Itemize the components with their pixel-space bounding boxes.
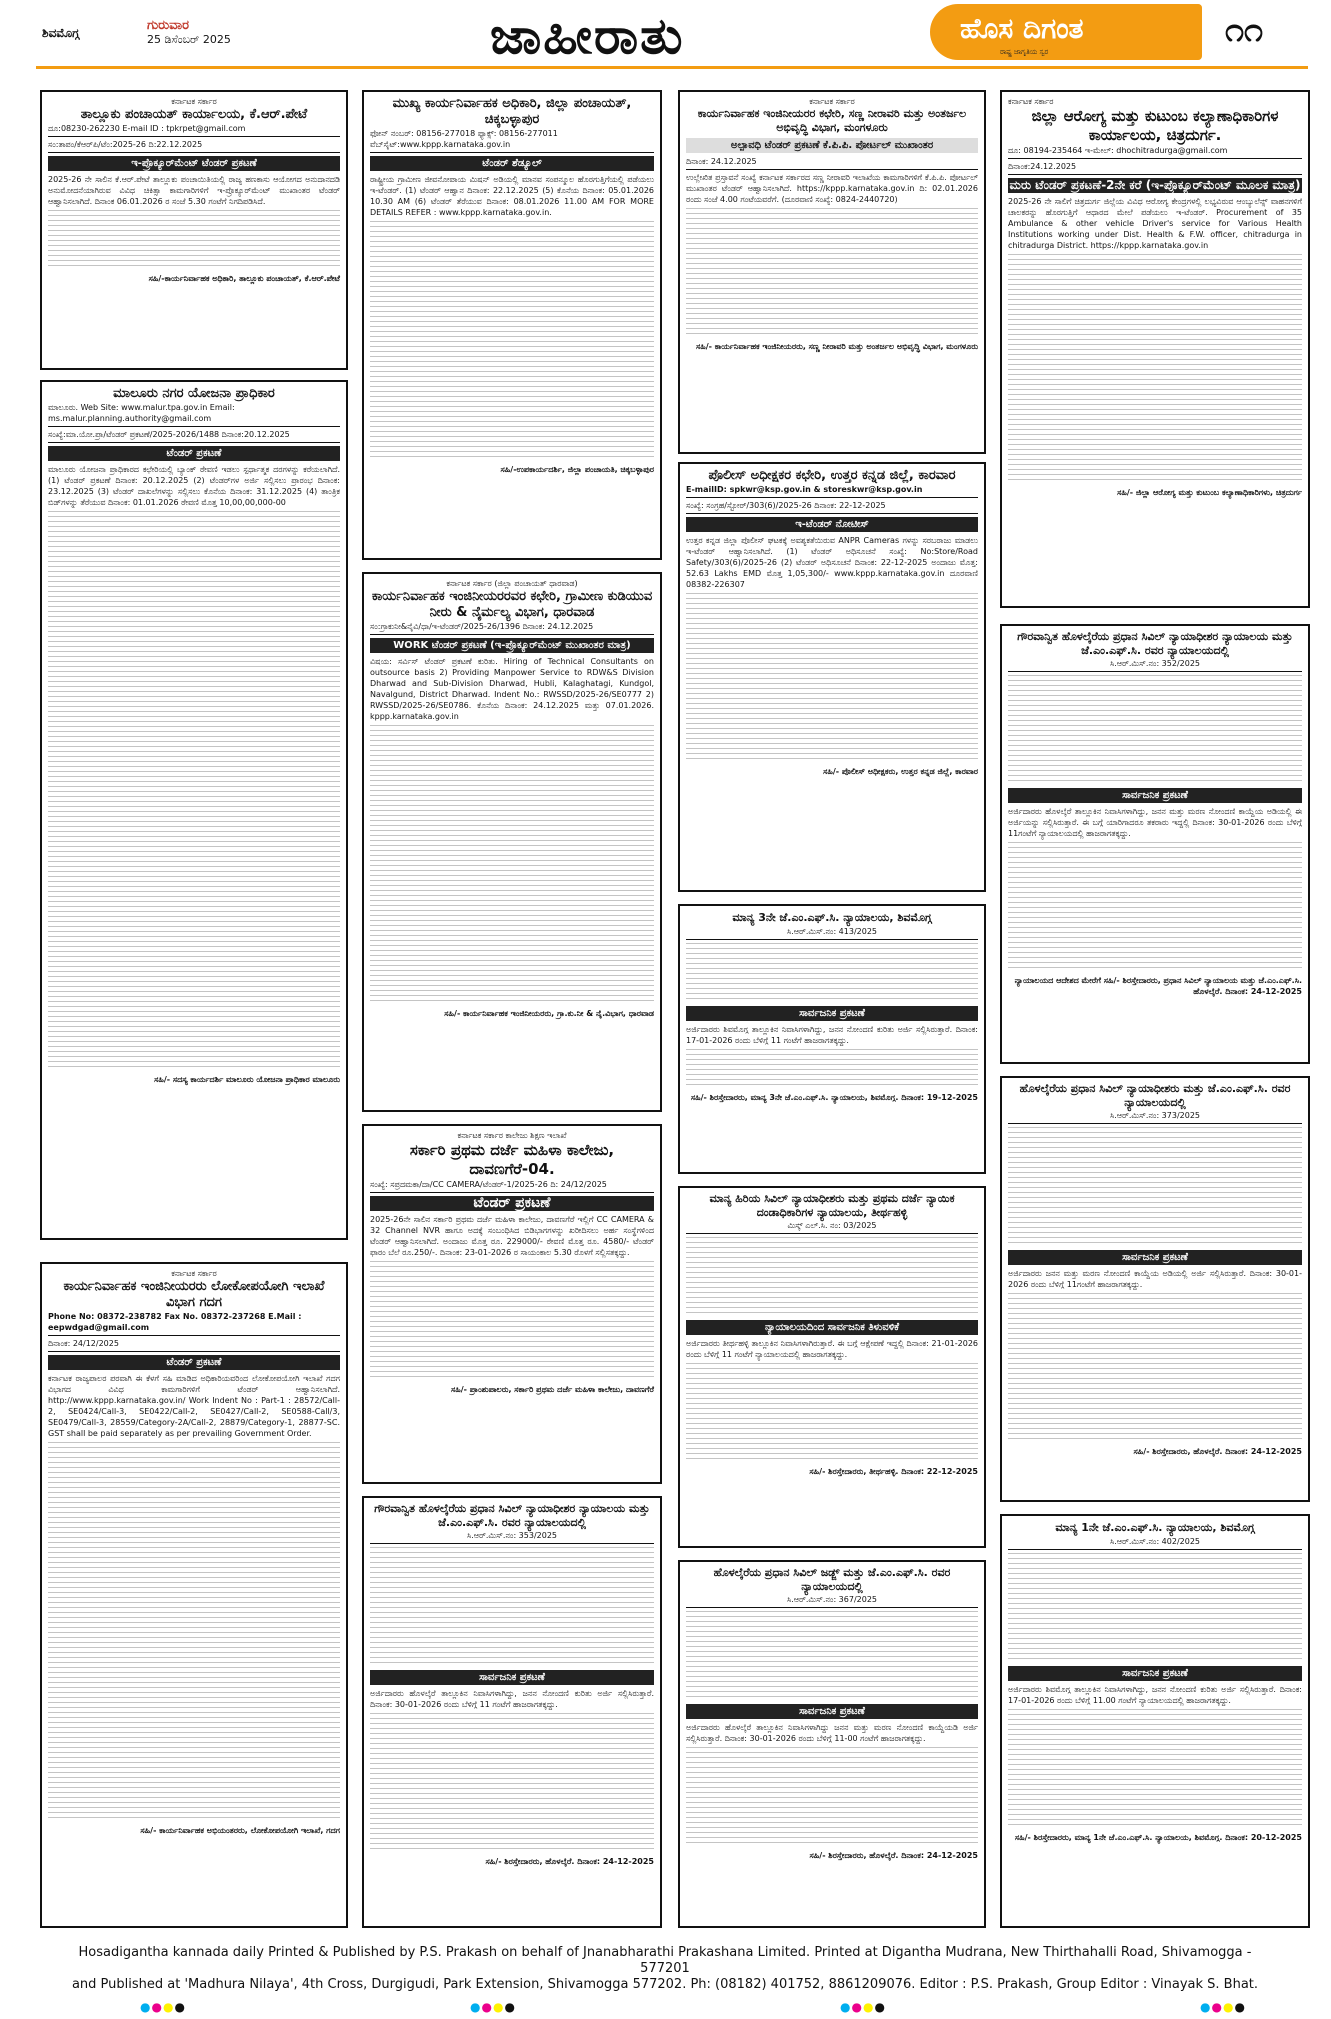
ad-signature: ಸಹಿ/-ಕಾರ್ಯನಿರ್ವಾಹಕ ಅಧಿಕಾರಿ, ತಾಲ್ಲೂಕು ಪಂಚಾಯತ್, ಕೆ.ಆರ್.ಪೇಟೆ [148, 274, 340, 283]
ad-org: ಕರ್ನಾಟಕ ಸರ್ಕಾರ ಕಾಲೇಜು ಶಿಕ್ಷಣ ಇಲಾಖೆ [457, 1131, 567, 1140]
ad-body: ಉತ್ತರ ಕನ್ನಡ ಜಿಲ್ಲಾ ಪೊಲೀಸ್ ಘಟಕಕ್ಕೆ ಅವಶ್ಯಕತೆಯಿರುವ ANPR Cameras ಗಳನ್ನು ಸರಬರಾಜು ಮಾಡಲು ಇ-ಟೆಂಡರ್ ಆಹ್ವಾನಿಸಲಾಗಿದೆ. (1) ಟೆಂಡರ್ ಅಧಿಸೂಚನೆ ಸಂಖ್ಯೆ: No:Store/Road Safety/303(6)/2025-26 (2) ಟೆಂಡರ್ ಅಧಿಸೂಚನೆ ದಿನಾಂಕ: 22-12-2025 ಅಂದಾಜು ಮೊತ್ತ: 52.63 Lakhs EMD ಮೊತ್ತ 1,05,300/- www.kppp.karnataka.gov.in ದೂರವಾಣಿ 08382-226307 [686, 536, 978, 589]
ad-title: ಕಾರ್ಯನಿರ್ವಾಹಕ ಇಂಜಿನೀಯರರ ಕಛೇರಿ, ಸಣ್ಣ ನೀರಾವರಿ ಮತ್ತು ಅಂತರ್ಜಲ ಅಭಿವೃದ್ಧಿ ವಿಭಾಗ, ಮಂಗಳೂರು [697, 107, 967, 134]
ad-meta: ಮಿಸ್ಕ್ ಎಲ್.ಸಿ. ನಂ: 03/2025 [686, 1220, 978, 1234]
ad-signature: ಸಹಿ/- ಶಿರಸ್ತೇದಾರರು, ಹೊಳಲ್ಕೆರೆ. ದಿನಾಂಕ: 24-12-2025 [809, 1851, 978, 1860]
text-lines [686, 1611, 978, 1701]
ad-minor-irrigation-mangaluru [678, 90, 986, 454]
ad-title: ಸರ್ಕಾರಿ ಪ್ರಥಮ ದರ್ಜೆ ಮಹಿಳಾ ಕಾಲೇಜು, ದಾವಣಗೆರೆ-04. [409, 1141, 615, 1178]
ad-signature: ಸಹಿ/-ಉಪಕಾರ್ಯದರ್ಶಿ, ಜಿಲ್ಲಾ ಪಂಚಾಯತಿ, ಚಿಕ್ಕಬಳ್ಳಾಪುರ [500, 465, 654, 474]
ad-court-holalkere-352 [1000, 624, 1310, 1064]
ad-body: ಅರ್ಜಿದಾರರು ಶಿವಮೊಗ್ಗ ತಾಲ್ಲೂಕಿನ ನಿವಾಸಿಗಳಾಗಿದ್ದು, ಜನನ ನೋಂದಣಿ ಕುರಿತು ಅರ್ಜಿ ಸಲ್ಲಿಸಿರುತ್ತಾರೆ. ದಿನಾಂಕ: 17-01-2026 ರಂದು ಬೆಳಿಗ್ಗೆ 11.00 ಗಂಟೆಗೆ ನ್ಯಾಯಾಲಯದಲ್ಲಿ ಹಾಜರಾಗತಕ್ಕದ್ದು. [1008, 1685, 1302, 1705]
registration-mark-icon: ●●●● [1200, 2000, 1246, 2014]
ad-title: ಗೌರವಾನ್ವಿತ ಹೊಳಲ್ಕೆರೆಯ ಪ್ರಧಾನ ಸಿವಿಲ್ ನ್ಯಾಯಾಧೀಶರ ನ್ಯಾಯಾಲಯ ಮತ್ತು ಜೆ.ಎಂ.ಎಫ್.ಸಿ. ರವರ ನ್ಯಾಯಾಲಯದಲ್ಲಿ [1017, 630, 1293, 657]
ad-meta: ಸಿ.ಆರ್.ಮಿಸ್.ನಂ: 413/2025 [686, 926, 978, 940]
ad-ref: ದಿನಾಂಕ: 24/12/2025 [48, 1338, 340, 1352]
ad-heading: ನ್ಯಾಯಾಲಯದಿಂದ ಸಾರ್ವಜನಿಕ ತಿಳುವಳಿಕೆ [686, 1320, 978, 1335]
text-lines [370, 1547, 654, 1667]
ad-body: ಅರ್ಜಿದಾರರು ಜನನ ಮತ್ತು ಮರಣ ನೋಂದಣಿ ಕಾಯ್ದೆಯ ಅಡಿಯಲ್ಲಿ ಅರ್ಜಿ ಸಲ್ಲಿಸಿರುತ್ತಾರೆ. ದಿನಾಂಕ: 30-01-2026 ರಂದು ಬೆಳಿಗ್ಗೆ 11ಗಂಟೆಗೆ ಹಾಜರಾಗತಕ್ಕದ್ದು. [1008, 1269, 1302, 1289]
ad-heading: ಇ-ಟೆಂಡರ್ ನೋಟೀಸ್ [686, 517, 978, 532]
registration-mark-icon: ●●●● [840, 2000, 886, 2014]
registration-mark-icon: ●●●● [470, 2000, 516, 2014]
ad-heading: ಅಲ್ಪಾವಧಿ ಟೆಂಡರ್ ಪ್ರಕಟಣೆ ಕೆ.ಪಿ.ಪಿ. ಪೋರ್ಟಲ್ ಮುಖಾಂತರ [686, 138, 978, 153]
ad-body: 2025-26 ನೇ ಸಾಲಿಗೆ ಚಿತ್ರದುರ್ಗ ಜಿಲ್ಲೆಯ ವಿವಿಧ ಆರೋಗ್ಯ ಕೇಂದ್ರಗಳಲ್ಲಿ ಲಭ್ಯವಿರುವ ಆಂಬ್ಯುಲೆನ್ಸ್ ವಾಹನಗಳಿಗೆ ಚಾಲಕರನ್ನು ಹೊರಗುತ್ತಿಗೆ ಆಧಾರದ ಮೇಲೆ ಪಡೆಯಲು ಇ-ಟೆಂಡರ್. Procurement of 35 Ambulance & other vehicle Driver's service for Various Health Institutions working under Dist. Health & F.W. officer, chitradurga in chitradurga District. https://kppp.karnataka.gov.in [1008, 197, 1302, 250]
ad-signature: ಸಹಿ/- ಶಿರಸ್ತೇದಾರರು, ಹೊಳಲ್ಕೆರೆ. ದಿನಾಂಕ: 24-12-2025 [485, 1857, 654, 1866]
ad-body: 2025-26ನೇ ಸಾಲಿನ ಸರ್ಕಾರಿ ಪ್ರಥಮ ದರ್ಜೆ ಮಹಿಳಾ ಕಾಲೇಜು, ದಾವಣಗೆರೆ ಇಲ್ಲಿಗೆ CC CAMERA & 32 Channel NVR ಹಾಗೂ ಅದಕ್ಕೆ ಸಂಬಂಧಿಸಿದ ಬಿಡಿಭಾಗಗಳನ್ನು ಖರೀದಿಸಲು ಅರ್ಹ ಸಂಸ್ಥೆಗಳಿಂದ ಟೆಂಡರ್ ಆಹ್ವಾನಿಸಲಾಗಿದೆ. ಅಂದಾಜು ಮೊತ್ತ ರೂ. 229000/- ಠೇವಣಿ ಮೊತ್ತ ರೂ. 4580/- ಟೆಂಡರ್ ಫಾರಂ ಬೆಲೆ ರೂ.250/-. ದಿನಾಂಕ: 23-01-2026 ರ ಸಾಯಂಕಾಲ 5.30 ರೊಳಗೆ ಸಲ್ಲಿಸತಕ್ಕದ್ದು. [370, 1215, 654, 1257]
text-lines [686, 1747, 978, 1847]
ad-signature: ಸಹಿ/- ಪೊಲೀಸ್ ಅಧೀಕ್ಷಕರು, ಉತ್ತರ ಕನ್ನಡ ಜಿಲ್ಲೆ, ಕಾರವಾರ [823, 767, 978, 776]
ad-body: ಮಾಲೂರು ಯೋಜನಾ ಪ್ರಾಧಿಕಾರದ ಕಛೇರಿಯಲ್ಲಿ ಬ್ಯಾಂಕ್ ಠೇವಣಿ ಇಡಲು ಸ್ಪರ್ಧಾತ್ಮಕ ದರಗಳನ್ನು ಕರೆಯಲಾಗಿದೆ. (1) ಟೆಂಡರ್ ಪ್ರಕಟಣೆ ದಿನಾಂಕ: 20.12.2025 (2) ಟೆಂಡರ್‌ಗಳ ಅರ್ಜಿ ಸಲ್ಲಿಸಲು ಪ್ರಾರಂಭ ದಿನಾಂಕ: 23.12.2025 (3) ಟೆಂಡರ್ ದಾಖಲೆಗಳನ್ನು ಸಲ್ಲಿಸಲು ಕೊನೆಯ ದಿನಾಂಕ: 31.12.2025 (4) ತಾಂತ್ರಿಕ ಬಿಡ್‌ಗಳನ್ನು ತೆರೆಯುವ ದಿನಾಂಕ: 01.01.2026 ಠೇವಣಿ ಮೊತ್ತ 10,00,00,000-00 [48, 465, 340, 507]
ad-meta: ದೂ: 08194-235464 ಇ-ಮೇಲ್: dhochitradurga@gmail.com [1008, 145, 1302, 159]
ad-court-thirthahalli [678, 1186, 986, 1548]
ad-heading: ಸಾರ್ವಜನಿಕ ಪ್ರಕಟಣೆ [1008, 1250, 1302, 1265]
ad-org: ಕರ್ನಾಟಕ ಸರ್ಕಾರ [1008, 97, 1054, 106]
ad-court-shivamogga-3rd [678, 904, 986, 1174]
ad-body: ವಿಷಯ: ಸರ್ವಿಸ್ ಟೆಂಡರ್ ಪ್ರಕಟಣೆ ಕುರಿತು. Hiring of Technical Consultants on outsource basis 2) Providing Manpower Service to RDW&S Division Dharwad and Sub-Division Dharwad, Hubli, Kalaghatagi, Kundgol, Navalgund, District Dharwad. Indent No.: RWSSD/2025-26/SE0777 2) RWSSD/2025-26/SE0786. ಕೊನೆಯ ದಿನಾಂಕ: 24.12.2025 ಮತ್ತು 07.01.2026. kppp.karnataka.gov.in [370, 657, 654, 721]
ad-org: ಕರ್ನಾಟಕ ಸರ್ಕಾರ [171, 97, 217, 106]
ad-title: ಮಾನ್ಯ 1ನೇ ಜೆ.ಎಂ.ಎಫ್.ಸಿ. ನ್ಯಾಯಾಲಯ, ಶಿವಮೊಗ್ಗ [1055, 1521, 1255, 1534]
ad-title: ಕಾರ್ಯನಿರ್ವಾಹಕ ಇಂಜಿನೀಯರರವರ ಕಛೇರಿ, ಗ್ರಾಮೀಣ ಕುಡಿಯುವ ನೀರು & ನೈರ್ಮಲ್ಯ ವಿಭಾಗ, ಧಾರವಾಡ [371, 589, 653, 620]
ad-meta: Phone No: 08372-238782 Fax No. 08372-237268 E.Mail : eepwdgad@gmail.com [48, 1311, 340, 1336]
ad-signature: ಸಹಿ/- ಶಿರಸ್ತೇದಾರರು, ಹೊಳಲ್ಕೆರೆ. ದಿನಾಂಕ: 24-12-2025 [1133, 1447, 1302, 1456]
ad-signature: ಸಹಿ/- ಕಾರ್ಯನಿರ್ವಾಹಕ ಇಂಜಿನೀಯರರು, ಗ್ರಾ.ಕು.ನೀ & ನೈ.ವಿಭಾಗ, ಧಾರವಾಡ [444, 1009, 654, 1018]
ad-meta: ಸಂಖ್ಯೆ: ಸಪ್ರದಮಕಾ/ದಾ/CC CAMERA/ಟೆಂಡರ್-1/2025-26 ದಿ: 24/12/2025 [370, 1179, 654, 1193]
ad-zp-chikkaballapur [362, 90, 662, 560]
ad-heading: ಟೆಂಡರ್ ಪ್ರಕಟಣೆ [370, 1196, 654, 1211]
ad-body: 2025-26 ನೇ ಸಾಲಿನ ಕೆ.ಆರ್.ಪೇಟೆ ತಾಲ್ಲೂಕು ಪಂಚಾಯಿತಿಯಲ್ಲಿ ರಾಜ್ಯ ಹಣಕಾಸು ಆಯೋಗದ ಅನುದಾನದಡಿ ಅನುಮೋದನೆಯಾಗಿರುವ ವಿವಿಧ ಚಿಕಿತ್ಸಾ ಕಾಮಗಾರಿಗಳಿಗೆ ಇ-ಪ್ರೊಕ್ಯೂರ್‌ಮೆಂಟ್ ಮುಖಾಂತರ ಟೆಂಡರ್ ಆಹ್ವಾನಿಸಲಾಗಿದೆ. ದಿನಾಂಕ 06.01.2026 ರ ಸಂಜೆ 5.30 ಗಂಟೆಗೆ ನಿಗದಿಪಡಿಸಿದೆ. [48, 175, 340, 206]
ad-title: ಕಾರ್ಯನಿರ್ವಾಹಕ ಇಂಜಿನೀಯರರು ಲೋಕೋಪಯೋಗಿ ಇಲಾಖೆ ವಿಭಾಗ ಗದಗ [63, 1279, 325, 1310]
page-number: ೧೧ [1225, 10, 1264, 50]
ad-signature: ಸಹಿ/- ಪ್ರಾಂಶುಪಾಲರು, ಸರ್ಕಾರಿ ಪ್ರಥಮ ದರ್ಜೆ ಮಹಿಳಾ ಕಾಲೇಜು, ದಾವಣಗೆರೆ [451, 1385, 654, 1394]
ad-title: ಮಾನ್ಯ ಹಿರಿಯ ಸಿವಿಲ್ ನ್ಯಾಯಾಧೀಶರು ಮತ್ತು ಪ್ರಥಮ ದರ್ಜೆ ನ್ಯಾಯಿಕ ದಂಡಾಧಿಕಾರಿಗಳ ನ್ಯಾಯಾಲಯ, ತೀರ್ಥಹಳ್ಳಿ [709, 1192, 955, 1219]
header-left [42, 18, 231, 46]
imprint-line-1: Hosadigantha kannada daily Printed & Published by P.S. Prakash on behalf of Jnanabharathi Prakashana Limited. Printed at Digantha Mudrana, New Thirthahalli Road, Shivamogga - 577201 [78, 1945, 1252, 1976]
ad-meta: ಸಿ.ಆರ್.ಮಿಸ್.ನಂ: 402/2025 [1008, 1536, 1302, 1550]
text-lines [48, 1442, 340, 1822]
text-lines [370, 1713, 654, 1853]
ad-org: ಕರ್ನಾಟಕ ಸರ್ಕಾರ (ಜಿಲ್ಲಾ ಪಂಚಾಯತ್ ಧಾರವಾಡ) [446, 579, 578, 588]
ad-ref: ಸಂ:ತಾಪಂ/ಕೆಆರ್‌ಪಿ/ಟೆಂ:2025-26 ದಿ:22.12.2025 [48, 139, 340, 153]
text-lines [686, 1049, 978, 1089]
ad-court-shivamogga-1st [1000, 1514, 1310, 1928]
ad-title: ಹೊಳಲ್ಕೆರೆಯ ಪ್ರಧಾನ ಸಿವಿಲ್ ನ್ಯಾಯಾಧೀಶರು ಮತ್ತು ಜೆ.ಎಂ.ಎಫ್.ಸಿ. ರವರ ನ್ಯಾಯಾಲಯದಲ್ಲಿ [1019, 1082, 1291, 1109]
ad-meta: ಸಿ.ಆರ್.ಮಿಸ್.ನಂ: 373/2025 [1008, 1110, 1302, 1124]
ad-signature: ಸಹಿ/- ಕಾರ್ಯನಿರ್ವಾಹಕ ಇಂಜಿನೀಯರರು, ಸಣ್ಣ ನೀರಾವರಿ ಮತ್ತು ಅಂತರ್ಜಲ ಅಭಿವೃದ್ಧಿ ವಿಭಾಗ, ಮಂಗಳೂರು [696, 342, 978, 351]
text-lines [1008, 1553, 1302, 1663]
text-lines [48, 511, 340, 1071]
ad-meta: E-mailID: spkwr@ksp.gov.in & storeskwr@ksp.gov.in [686, 484, 978, 498]
ad-malur-planning [40, 380, 348, 1240]
ad-meta: ಸಿ.ಆರ್.ಮಿಸ್.ನಂ: 353/2025 [370, 1530, 654, 1544]
ad-body: ಉಲ್ಲೇಖಿತ ಪ್ರಸ್ತಾವನೆ ಸಂಖ್ಯೆ ಕರ್ನಾಟಕ ಸರ್ಕಾರದ ಸಣ್ಣ ನೀರಾವರಿ ಇಲಾಖೆಯ ಕಾಮಗಾರಿಗಳಿಗೆ ಕೆ.ಪಿ.ಪಿ. ಪೋರ್ಟಲ್ ಮುಖಾಂತರ ಟೆಂಡರ್ ಆಹ್ವಾನಿಸಲಾಗಿದೆ. https://kppp.karnataka.gov.in ದಿ: 02.01.2026 ರಂದು ಸಂಜೆ 4.00 ಗಂಟೆಯವರೆಗೆ. (ದೂರವಾಣಿ ಸಂಖ್ಯೆ: 0824-2440720) [686, 173, 978, 204]
ad-body: ಅರ್ಜಿದಾರರು ಹೊಳಲ್ಕೆರೆ ತಾಲ್ಲೂಕಿನ ನಿವಾಸಿಗಳಾಗಿದ್ದು, ಜನನ ನೋಂದಣಿ ಕುರಿತು ಅರ್ಜಿ ಸಲ್ಲಿಸಿರುತ್ತಾರೆ. ದಿನಾಂಕ: 30-01-2026 ರಂದು ಬೆಳಿಗ್ಗೆ 11 ಗಂಟೆಗೆ ಹಾಜರಾಗತಕ್ಕದ್ದು. [370, 1689, 654, 1709]
ad-title: ಜಿಲ್ಲಾ ಆರೋಗ್ಯ ಮತ್ತು ಕುಟುಂಬ ಕಲ್ಯಾಣಾಧಿಕಾರಿಗಳ ಕಾರ್ಯಾಲಯ, ಚಿತ್ರದುರ್ಗ. [1031, 107, 1279, 144]
ad-heading: ಮರು ಟೆಂಡರ್ ಪ್ರಕಟಣೆ-2ನೇ ಕರೆ (ಇ-ಪ್ರೊಕ್ಯೂರ್‌ಮೆಂಟ್ ಮೂಲಕ ಮಾತ್ರ) [1009, 178, 1301, 192]
ad-heading: ಟೆಂಡರ್ ಪ್ರಕಟಣೆ [48, 1355, 340, 1370]
ad-heading: ಸಾರ್ವಜನಿಕ ಪ್ರಕಟಣೆ [1008, 1666, 1302, 1681]
text-lines [686, 943, 978, 1003]
ad-heading: ಸಾರ್ವಜನಿಕ ಪ್ರಕಟಣೆ [370, 1670, 654, 1685]
date-label: 25 ಡಿಸೆಂಬರ್ 2025 [147, 33, 231, 46]
paper-logo [930, 4, 1202, 60]
day-label: ಗುರುವಾರ [147, 18, 189, 33]
ad-title: ಮಾನ್ಯ 3ನೇ ಜೆ.ಎಂ.ಎಫ್.ಸಿ. ನ್ಯಾಯಾಲಯ, ಶಿವಮೊಗ್ಗ [732, 911, 932, 924]
ad-ref: ದಿನಾಂಕ: 24.12.2025 [686, 156, 978, 170]
text-lines [686, 593, 978, 763]
ad-org: ಕರ್ನಾಟಕ ಸರ್ಕಾರ [809, 97, 855, 106]
city-label: ಶಿವಮೊಗ್ಗ [42, 26, 80, 40]
ad-meta: ದೂ:08230-262230 E-mail ID : tpkrpet@gmail.com [48, 123, 340, 137]
ad-signature: ಸಹಿ/- ಜಿಲ್ಲಾ ಆರೋಗ್ಯ ಮತ್ತು ಕುಟುಂಬ ಕಲ್ಯಾಣಾಧಿಕಾರಿಗಳು, ಚಿತ್ರದುರ್ಗ [1117, 488, 1302, 497]
text-lines [370, 1261, 654, 1381]
masthead [0, 0, 1331, 78]
text-lines [1008, 1293, 1302, 1443]
ad-signature: ಸಹಿ/- ಶಿರಸ್ತೇದಾರರು, ಮಾನ್ಯ 3ನೇ ಜೆ.ಎಂ.ಎಫ್.ಸಿ. ನ್ಯಾಯಾಲಯ, ಶಿವಮೊಗ್ಗ. ದಿನಾಂಕ: 19-12-2025 [690, 1093, 978, 1102]
ad-body: ಅರ್ಜಿದಾರರು ಹೊಳಲ್ಕೆರೆ ತಾಲ್ಲೂಕಿನ ನಿವಾಸಿಗಳಾಗಿದ್ದು, ಜನನ ಮತ್ತು ಮರಣ ನೋಂದಣಿ ಕಾಯ್ದೆಯ ಅಡಿಯಲ್ಲಿ ಈ ಅರ್ಜಿಯನ್ನು ಸಲ್ಲಿಸಿರುತ್ತಾರೆ. ಈ ಬಗ್ಗೆ ಯಾರಿಗಾದರೂ ತಕರಾರು ಇದ್ದಲ್ಲಿ ದಿನಾಂಕ: 30-01-2026 ರಂದು ಬೆಳಿಗ್ಗೆ 11ಗಂಟೆಗೆ ನ್ಯಾಯಾಲಯದಲ್ಲಿ ಹಾಜರಾಗತಕ್ಕದ್ದು. [1008, 807, 1302, 838]
ad-health-chitradurga [1000, 90, 1310, 608]
ad-title: ಮಾಲೂರು ನಗರ ಯೋಜನಾ ಪ್ರಾಧಿಕಾರ [113, 386, 275, 401]
ad-meta: ಸಿ.ಆರ್.ಮಿಸ್.ನಂ: 367/2025 [686, 1594, 978, 1608]
section-title: ಜಾಹೀರಾತು [490, 6, 685, 65]
text-lines [370, 221, 654, 461]
ad-heading: ಇ-ಪ್ರೊಕ್ಯೂರ್‌ಮೆಂಟ್ ಟೆಂಡರ್ ಪ್ರಕಟಣೆ [48, 156, 340, 171]
ad-body: ಅರ್ಜಿದಾರರು ಹೊಳಲ್ಕೆರೆ ತಾಲ್ಲೂಕಿನ ನಿವಾಸಿಗಳಾಗಿದ್ದು ಜನನ ಮತ್ತು ಮರಣ ನೋಂದಣಿ ಕಾಯ್ದೆಯಡಿ ಅರ್ಜಿ ಸಲ್ಲಿಸಿರುತ್ತಾರೆ. ದಿನಾಂಕ: 30-01-2026 ರಂದು ಬೆಳಿಗ್ಗೆ 11-00 ಗಂಟೆಗೆ ಹಾಜರಾಗತಕ್ಕದ್ದು. [686, 1723, 978, 1743]
imprint-footer [60, 1945, 1270, 1993]
header-rule [36, 66, 1308, 69]
ad-signature: ನ್ಯಾಯಾಲಯದ ಆದೇಶದ ಮೇರೆಗೆ ಸಹಿ/- ಶಿರಸ್ತೇದಾರರು, ಪ್ರಧಾನ ಸಿವಿಲ್ ನ್ಯಾಯಾಲಯ ಮತ್ತು ಜೆ.ಎಂ.ಎಫ್.ಸಿ. ಹೊಳಲ್ಕೆರೆ. ದಿನಾಂಕ: 24-12-2025 [1014, 976, 1302, 996]
ad-heading: ಟೆಂಡರ್ ಪ್ರಕಟಣೆ [48, 446, 340, 461]
text-lines [1008, 254, 1302, 484]
ad-meta: ಮಾಲೂರು. Web Site: www.malur.tpa.gov.in Email: ms.malur.planning.authority@gmail.com [48, 402, 340, 427]
ad-court-holalkere-367 [678, 1560, 986, 1928]
text-lines [48, 210, 340, 270]
ad-title: ತಾಲ್ಲೂಕು ಪಂಚಾಯತ್ ಕಾರ್ಯಾಲಯ, ಕೆ.ಆರ್.ಪೇಟೆ [80, 107, 308, 122]
header-date [147, 18, 287, 47]
ad-org: ಕರ್ನಾಟಕ ಸರ್ಕಾರ [171, 1269, 217, 1278]
text-lines [686, 208, 978, 338]
ad-body: ರಾಷ್ಟ್ರೀಯ ಗ್ರಾಮೀಣ ಜೀವನೋಪಾಯ ಮಿಷನ್ ಅಡಿಯಲ್ಲಿ ಮಾನವ ಸಂಪನ್ಮೂಲ ಹೊರಗುತ್ತಿಗೆಯಲ್ಲಿ ಪಡೆಯಲು ಇ-ಟೆಂಡರ್. (1) ಟೆಂಡರ್ ಆಹ್ವಾನ ದಿನಾಂಕ: 22.12.2025 (5) ಕೊನೆಯ ದಿನಾಂಕ: 05.01.2026 10.30 AM (6) ಟೆಂಡರ್ ತೆರೆಯುವ ದಿನಾಂಕ: 08.01.2026 11.00 AM FOR MORE DETAILS REFER : www.kppp.karnataka.gov.in. [370, 175, 654, 217]
ad-meta: ಸಿ.ಆರ್.ಮಿಸ್.ನಂ: 352/2025 [1008, 658, 1302, 672]
ad-ref: ದಿನಾಂಕ:24.12.2025 [1008, 161, 1302, 175]
ad-signature: ಸಹಿ/- ಸದಸ್ಯ ಕಾರ್ಯದರ್ಶಿ ಮಾಲೂರು ಯೋಜನಾ ಪ್ರಾಧಿಕಾರ ಮಾಲೂರು [154, 1075, 340, 1084]
text-lines [1008, 842, 1302, 972]
ad-heading: ಸಾರ್ವಜನಿಕ ಪ್ರಕಟಣೆ [686, 1704, 978, 1719]
ad-body: ಅರ್ಜಿದಾರರು ಶಿವಮೊಗ್ಗ ತಾಲ್ಲೂಕಿನ ನಿವಾಸಿಗಳಾಗಿದ್ದು, ಜನನ ನೋಂದಣಿ ಕುರಿತು ಅರ್ಜಿ ಸಲ್ಲಿಸಿರುತ್ತಾರೆ. ದಿನಾಂಕ: 17-01-2026 ರಂದು ಬೆಳಿಗ್ಗೆ 11 ಗಂಟೆಗೆ ಹಾಜರಾಗತಕ್ಕದ್ದು. [686, 1025, 978, 1045]
ad-signature: ಸಹಿ/- ಶಿರಸ್ತೇದಾರರು, ತೀರ್ಥಹಳ್ಳಿ. ದಿನಾಂಕ: 22-12-2025 [809, 1467, 978, 1476]
text-lines [1008, 675, 1302, 785]
ad-court-holalkere-353 [362, 1496, 662, 1928]
registration-mark-icon: ●●●● [140, 2000, 186, 2014]
ad-signature: ಸಹಿ/- ಶಿರಸ್ತೇದಾರರು, ಮಾನ್ಯ 1ನೇ ಜೆ.ಎಂ.ಎಫ್.ಸಿ. ನ್ಯಾಯಾಲಯ, ಶಿವಮೊಗ್ಗ. ದಿನಾಂಕ: 20-12-2025 [1014, 1833, 1302, 1842]
ad-meta: ಸಂ:ಗ್ರಾಕುನೀ&ನೈವಿ/ಧಾ/ಇ-ಟೆಂಡರ್/2025-26/1396 ದಿನಾಂಕ: 24.12.2025 [370, 621, 654, 635]
ad-rdws-dharwad [362, 572, 662, 1112]
text-lines [1008, 1127, 1302, 1247]
ad-heading: ಟೆಂಡರ್ ಶೆಡ್ಯೂಲ್ [370, 156, 654, 171]
text-lines [1008, 1709, 1302, 1829]
ad-title: ಪೊಲೀಸ್ ಅಧೀಕ್ಷಕರ ಕಛೇರಿ, ಉತ್ತರ ಕನ್ನಡ ಜಿಲ್ಲೆ, ಕಾರವಾರ [708, 468, 956, 483]
ad-ref: ಸಂಖ್ಯೆ:ಮಾ.ಯೋ.ಪ್ರಾ/ಟೆಂಡರ್ ಪ್ರಕಟಣೆ/2025-2026/1488 ದಿನಾಂಕ:20.12.2025 [48, 429, 340, 443]
ad-taluk-panchayat [40, 90, 348, 370]
ad-title: ಮುಖ್ಯ ಕಾರ್ಯನಿರ್ವಾಹಕ ಅಧಿಕಾರಿ, ಜಿಲ್ಲಾ ಪಂಚಾಯತ್, ಚಿಕ್ಕಬಳ್ಳಾಪುರ [392, 96, 632, 127]
ad-heading: ಸಾರ್ವಜನಿಕ ಪ್ರಕಟಣೆ [686, 1006, 978, 1021]
ad-title: ಗೌರವಾನ್ವಿತ ಹೊಳಲ್ಕೆರೆಯ ಪ್ರಧಾನ ಸಿವಿಲ್ ನ್ಯಾಯಾಧೀಶರ ನ್ಯಾಯಾಲಯ ಮತ್ತು ಜೆ.ಎಂ.ಎಫ್.ಸಿ. ರವರ ನ್ಯಾಯಾಲಯದಲ್ಲಿ [374, 1502, 650, 1529]
text-lines [370, 725, 654, 1005]
ad-pwd-gadag [40, 1262, 348, 1928]
text-lines [686, 1237, 978, 1317]
imprint-line-2: and Published at 'Madhura Nilaya', 4th Cross, Durgigudi, Park Extension, Shivamogga 577202. Ph: (08182) 401752, 8861209076. Editor : P.S. Prakash, Group Editor : Vinayak S. Bhat. [71, 1977, 1259, 1992]
ad-body: ಅರ್ಜಿದಾರರು ತೀರ್ಥಹಳ್ಳಿ ತಾಲ್ಲೂಕಿನ ನಿವಾಸಿಗಳಾಗಿರುತ್ತಾರೆ. ಈ ಬಗ್ಗೆ ಆಕ್ಷೇಪಣೆ ಇದ್ದಲ್ಲಿ ದಿನಾಂಕ: 21-01-2026 ರಂದು ಬೆಳಿಗ್ಗೆ 11 ಗಂಟೆಗೆ ನ್ಯಾಯಾಲಯದಲ್ಲಿ ಹಾಜರಾಗತಕ್ಕದ್ದು. [686, 1339, 978, 1359]
ad-ref: ಸಂಖ್ಯೆ: ಸಂಗ್ರಹ/ಸ್ಟೋರ್/303(6)/2025-26 ದಿನಾಂಕ: 22-12-2025 [686, 500, 978, 514]
ad-womens-college-davanagere [362, 1124, 662, 1484]
ad-title: ಹೊಳಲ್ಕೆರೆಯ ಪ್ರಧಾನ ಸಿವಿಲ್ ಜಡ್ಜ್ ಮತ್ತು ಜೆ.ಎಂ.ಎಫ್.ಸಿ. ರವರ ನ್ಯಾಯಾಲಯದಲ್ಲಿ [713, 1566, 951, 1593]
ad-heading: WORK ಟೆಂಡರ್ ಪ್ರಕಟಣೆ (ಇ-ಪ್ರೊಕ್ಯೂರ್‌ಮೆಂಟ್ ಮುಖಾಂತರ ಮಾತ್ರ) [370, 638, 654, 653]
ad-court-holalkere-373 [1000, 1076, 1310, 1502]
ad-signature: ಸಹಿ/- ಕಾರ್ಯನಿರ್ವಾಹಕ ಅಭಿಯಂತರರು, ಲೋಕೋಪಯೋಗಿ ಇಲಾಖೆ, ಗದಗ [140, 1826, 340, 1835]
text-lines [686, 1363, 978, 1463]
ad-body: ಕರ್ನಾಟಕ ರಾಜ್ಯಪಾಲರ ಪರವಾಗಿ ಈ ಕೆಳಗೆ ಸಹಿ ಮಾಡಿದ ಅಧಿಕಾರಿಯವರಿಂದ ಲೋಕೋಪಯೋಗಿ ಇಲಾಖೆ ಗದಗ ವಿಭಾಗದ ವಿವಿಧ ಕಾಮಗಾರಿಗಳಿಗೆ ಟೆಂಡರ್ ಆಹ್ವಾನಿಸಲಾಗಿದೆ. http://www.kppp.karnataka.gov.in/ Work Indent No : Part-1 : 28572/Call-2, SE0424/Call-3, SE0422/Call-2, SE0427/Call-2, SE0588-Call/3, SE0479/Call-3, 28559/Category-2A/Call-2, 28879/Category-1, 28877-SC. GST shall be paid separately as per prevailing Government Order. [48, 1374, 340, 1438]
ad-heading: ಸಾರ್ವಜನಿಕ ಪ್ರಕಟಣೆ [1008, 788, 1302, 803]
paper-tagline: ರಾಷ್ಟ್ರ ಜಾಗೃತಿಯ ಸ್ವರ [1000, 48, 1049, 56]
ad-meta: ಫೋನ್ ನಂಬರ್: 08156-277018 ಫ್ಯಾಕ್ಸ್: 08156-277011 ವೆಬ್‌ಸೈಟ್:www.kppp.karnataka.gov.in [370, 128, 654, 153]
paper-name: ಹೊಸ ದಿಗಂತ [960, 12, 1084, 45]
ad-police-karwar [678, 462, 986, 892]
